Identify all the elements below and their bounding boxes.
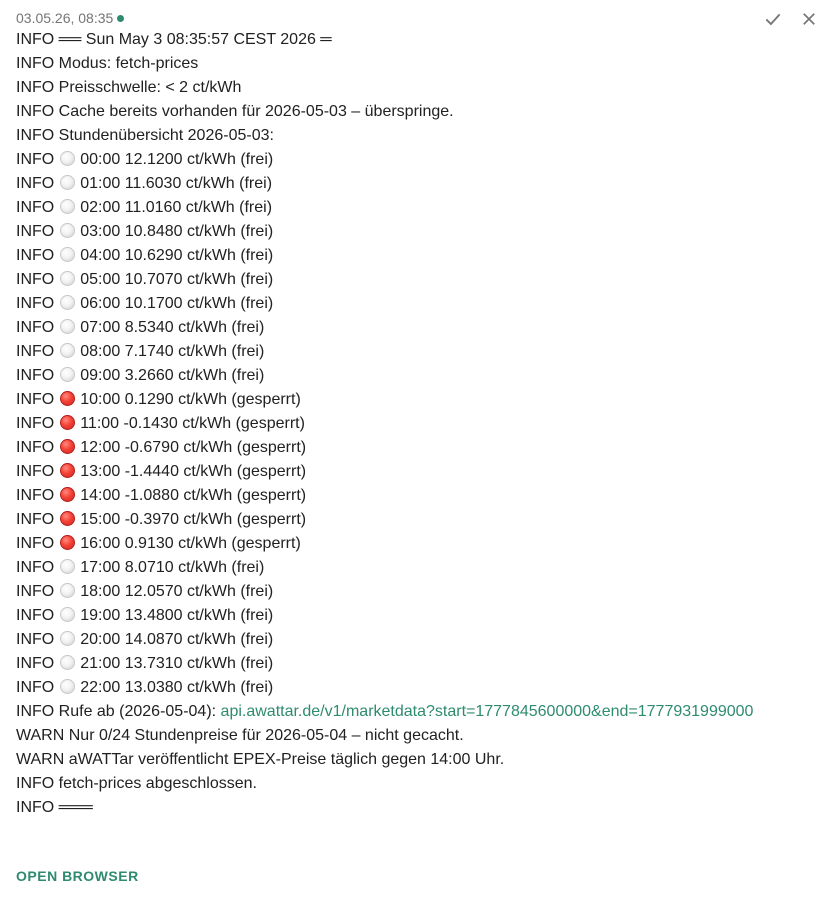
log-level: INFO	[16, 607, 55, 624]
hour-price: 09:00 3.2660 ct/kWh (frei)	[80, 367, 265, 384]
hour-price: 06:00 10.1700 ct/kWh (frei)	[80, 295, 274, 312]
hour-price: 04:00 10.6290 ct/kWh (frei)	[80, 247, 274, 264]
hour-price: 02:00 11.0160 ct/kWh (frei)	[80, 199, 273, 216]
hour-price: 08:00 7.1740 ct/kWh (frei)	[80, 343, 265, 360]
log-line-hour	[16, 460, 824, 484]
white-circle-icon	[60, 631, 75, 646]
hour-price: 17:00 8.0710 ct/kWh (frei)	[80, 559, 265, 576]
hour-price: 16:00 0.9130 ct/kWh (gesperrt)	[80, 535, 301, 552]
log-level: INFO	[16, 439, 55, 456]
log-line-hour	[16, 580, 824, 604]
log-line-hour	[16, 436, 824, 460]
log-line-hour	[16, 388, 824, 412]
white-circle-icon	[60, 679, 75, 694]
hour-price: 13:00 -1.4440 ct/kWh (gesperrt)	[80, 463, 307, 480]
close-button[interactable]	[798, 8, 820, 30]
log-level: INFO	[16, 463, 55, 480]
log-level: INFO	[16, 175, 55, 192]
log-level: INFO	[16, 679, 55, 696]
log-line-hour	[16, 652, 824, 676]
log-line: INFO Stundenübersicht 2026-05-03:	[16, 127, 274, 144]
log-line-fetch	[16, 700, 824, 724]
red-circle-icon	[60, 391, 75, 406]
log-line-hour	[16, 244, 824, 268]
log-line-hour	[16, 676, 824, 700]
log-level: INFO	[16, 415, 55, 432]
log-line-hour	[16, 268, 824, 292]
red-circle-icon	[60, 463, 75, 478]
log-line-hour	[16, 556, 824, 580]
hour-price: 21:00 13.7310 ct/kWh (frei)	[80, 655, 274, 672]
timestamp: 03.05.26, 08:35	[16, 10, 114, 26]
log-line-hour	[16, 628, 824, 652]
white-circle-icon	[60, 367, 75, 382]
white-circle-icon	[60, 343, 75, 358]
log-level: INFO	[16, 223, 55, 240]
white-circle-icon	[60, 199, 75, 214]
hour-price: 03:00 10.8480 ct/kWh (frei)	[80, 223, 274, 240]
log-line-hour	[16, 604, 824, 628]
confirm-button[interactable]	[762, 8, 784, 30]
log-line-hour	[16, 172, 824, 196]
log-output	[16, 28, 824, 820]
log-line: WARN aWATTar veröffentlicht EPEX-Preise täglich gegen 14:00 Uhr.	[16, 751, 505, 768]
fetch-prefix: INFO Rufe ab (2026-05-04):	[16, 703, 221, 720]
log-line-hour	[16, 196, 824, 220]
log-line-hour	[16, 364, 824, 388]
message-header	[16, 8, 124, 28]
red-circle-icon	[60, 487, 75, 502]
hour-price: 11:00 -0.1430 ct/kWh (gesperrt)	[80, 415, 305, 432]
red-circle-icon	[60, 415, 75, 430]
api-link[interactable]: api.awattar.de/v1/marketdata?start=1777845600000&end=1777931999000	[220, 703, 754, 720]
log-level: INFO	[16, 367, 55, 384]
log-level: INFO	[16, 271, 55, 288]
hour-price: 00:00 12.1200 ct/kWh (frei)	[80, 151, 274, 168]
hour-price: 05:00 10.7070 ct/kWh (frei)	[80, 271, 274, 288]
white-circle-icon	[60, 559, 75, 574]
log-level: INFO	[16, 199, 55, 216]
white-circle-icon	[60, 319, 75, 334]
red-circle-icon	[60, 511, 75, 526]
red-circle-icon	[60, 439, 75, 454]
message-actions	[762, 8, 820, 30]
log-line-hour	[16, 148, 824, 172]
log-line-hour	[16, 340, 824, 364]
red-circle-icon	[60, 535, 75, 550]
log-level: INFO	[16, 247, 55, 264]
log-line: INFO ══ Sun May 3 08:35:57 CEST 2026 ═	[16, 31, 332, 48]
log-line-hour	[16, 412, 824, 436]
log-level: INFO	[16, 535, 55, 552]
log-level: INFO	[16, 583, 55, 600]
check-icon	[763, 9, 783, 29]
white-circle-icon	[60, 583, 75, 598]
white-circle-icon	[60, 271, 75, 286]
hour-price: 19:00 13.4800 ct/kWh (frei)	[80, 607, 274, 624]
hour-price: 14:00 -1.0880 ct/kWh (gesperrt)	[80, 487, 307, 504]
log-line-hour	[16, 220, 824, 244]
log-line-hour	[16, 292, 824, 316]
log-level: INFO	[16, 655, 55, 672]
hour-price: 22:00 13.0380 ct/kWh (frei)	[80, 679, 274, 696]
hour-price: 15:00 -0.3970 ct/kWh (gesperrt)	[80, 511, 307, 528]
log-line-hour	[16, 484, 824, 508]
log-level: INFO	[16, 295, 55, 312]
log-line: INFO ═══	[16, 799, 93, 816]
white-circle-icon	[60, 295, 75, 310]
log-level: INFO	[16, 559, 55, 576]
log-line: INFO Cache bereits vorhanden für 2026-05-03 – überspringe.	[16, 103, 454, 120]
log-level: INFO	[16, 319, 55, 336]
hour-price: 10:00 0.1290 ct/kWh (gesperrt)	[80, 391, 301, 408]
white-circle-icon	[60, 655, 75, 670]
log-line-hour	[16, 532, 824, 556]
log-level: INFO	[16, 487, 55, 504]
white-circle-icon	[60, 607, 75, 622]
white-circle-icon	[60, 151, 75, 166]
log-level: INFO	[16, 391, 55, 408]
status-dot-icon	[117, 15, 124, 22]
hour-price: 18:00 12.0570 ct/kWh (frei)	[80, 583, 274, 600]
hour-price: 07:00 8.5340 ct/kWh (frei)	[80, 319, 265, 336]
log-level: INFO	[16, 151, 55, 168]
hour-price: 01:00 11.6030 ct/kWh (frei)	[80, 175, 273, 192]
log-line-hour	[16, 316, 824, 340]
hour-price: 20:00 14.0870 ct/kWh (frei)	[80, 631, 274, 648]
log-line: INFO Preisschwelle: < 2 ct/kWh	[16, 79, 242, 96]
log-line: INFO Modus: fetch-prices	[16, 55, 199, 72]
close-icon	[800, 10, 818, 28]
log-line: WARN Nur 0/24 Stundenpreise für 2026-05-04 – nicht gecacht.	[16, 727, 464, 744]
log-line-hour	[16, 508, 824, 532]
log-level: INFO	[16, 631, 55, 648]
white-circle-icon	[60, 175, 75, 190]
white-circle-icon	[60, 247, 75, 262]
log-level: INFO	[16, 511, 55, 528]
log-line: INFO fetch-prices abgeschlossen.	[16, 775, 257, 792]
white-circle-icon	[60, 223, 75, 238]
log-level: INFO	[16, 343, 55, 360]
open-browser-button[interactable]: OPEN BROWSER	[16, 868, 139, 884]
hour-price: 12:00 -0.6790 ct/kWh (gesperrt)	[80, 439, 307, 456]
